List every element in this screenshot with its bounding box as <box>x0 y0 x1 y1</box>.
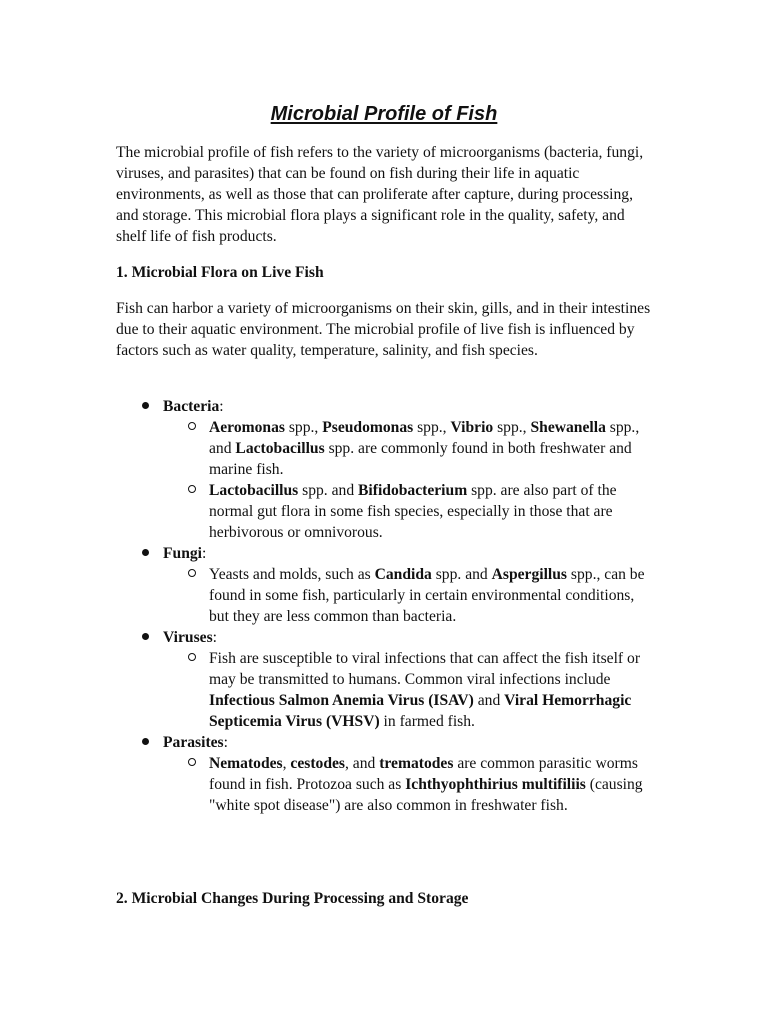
hollow-bullet-icon <box>186 648 198 669</box>
bullet-icon <box>139 543 151 564</box>
category-label: Viruses <box>163 629 213 646</box>
category-item <box>116 732 676 816</box>
text-run: and <box>473 692 505 709</box>
text-run: , and <box>345 755 380 772</box>
bold-term: Nematodes <box>209 755 283 772</box>
intro-paragraph: The microbial profile of fish refers to the variety of microorganisms (bacteria, fungi, viruses, and parasites) that can be found on fish during their life in aquatic environments, as well as those that can proliferate after capture, during processing, and storage. This microbial flora plays a significant role in the quality, safety, and shelf life of fish products. <box>116 144 644 245</box>
text-run: , <box>282 755 291 772</box>
hollow-bullet-icon <box>186 564 198 585</box>
bullet-icon <box>139 732 151 753</box>
category-label: Parasites <box>163 734 224 751</box>
bold-term: cestodes <box>290 755 345 772</box>
bold-term: Infectious Salmon Anemia Virus (ISAV) <box>209 692 474 709</box>
text-run: spp., <box>493 419 531 436</box>
bullet-icon <box>139 396 151 417</box>
section-heading-1: 1. Microbial Flora on Live Fish <box>116 264 324 281</box>
sub-list-item <box>163 417 649 480</box>
section-1-paragraph: Fish can harbor a variety of microorganisms on their skin, gills, and in their intestines due to their aquatic environment. The microbial profile of live fish is influenced by factors such as water quality, temperature, salinity, and fish species. <box>116 300 651 359</box>
bold-term: Candida <box>374 566 432 583</box>
sub-list-item <box>163 648 649 732</box>
bold-term: Shewanella <box>530 419 606 436</box>
category-colon: : <box>212 629 218 646</box>
hollow-bullet-icon <box>186 417 198 438</box>
text-run: in farmed fish. <box>379 713 475 730</box>
category-item <box>116 396 676 543</box>
sub-list <box>163 648 676 732</box>
bold-term: Lactobacillus <box>209 482 299 499</box>
text-run: spp. and <box>431 566 492 583</box>
bold-term: Lactobacillus <box>235 440 325 457</box>
category-colon: : <box>223 734 228 751</box>
text-run: spp. are commonly found in both freshwater and marine fish. <box>209 440 632 478</box>
text-run: spp., <box>284 419 323 436</box>
sub-list <box>163 417 676 543</box>
sub-list-item <box>163 564 649 627</box>
bullet-icon <box>139 627 151 648</box>
bold-term: Viral Hemorrhagic Septicemia Virus (VHSV) <box>209 692 632 730</box>
text-run: spp., <box>413 419 451 436</box>
text-run: are common parasitic worms found in fish. Protozoa such as <box>209 755 638 793</box>
category-label: Bacteria <box>163 398 220 415</box>
text-run: Fish are susceptible to viral infections that can affect the fish itself or may be transmitted to humans. Common viral infections include <box>209 650 641 688</box>
category-item <box>116 543 676 627</box>
text-run: spp. are also part of the normal gut flora in some fish species, especially in those that are herbivorous or omnivorous. <box>209 482 617 541</box>
text-run: spp., can be found in some fish, particularly in certain environmental conditions, but they are less common than bacteria. <box>209 566 645 625</box>
hollow-bullet-icon <box>186 480 198 501</box>
bold-term: Aeromonas <box>209 419 285 436</box>
bold-term: Vibrio <box>450 419 494 436</box>
sub-list-item <box>163 480 649 543</box>
text-run: spp., and <box>209 419 640 457</box>
bold-term: Bifidobacterium <box>358 482 468 499</box>
category-item <box>116 627 676 732</box>
bold-term: Pseudomonas <box>322 419 414 436</box>
text-run: spp. and <box>298 482 359 499</box>
sub-list <box>163 564 676 627</box>
sub-list-item <box>163 753 649 816</box>
category-label: Fungi <box>163 545 202 562</box>
category-colon: : <box>202 545 207 562</box>
text-run: Yeasts and molds, such as <box>209 566 375 583</box>
section-heading-2: 2. Microbial Changes During Processing and Storage <box>116 890 469 907</box>
bold-term: Aspergillus <box>491 566 568 583</box>
bold-term: Ichthyophthirius multifiliis <box>405 776 586 793</box>
text-run: (causing "white spot disease") are also common in freshwater fish. <box>209 776 643 814</box>
sub-list <box>163 753 676 816</box>
microbe-category-list <box>116 396 676 816</box>
page-title: Microbial Profile of Fish <box>270 103 498 125</box>
hollow-bullet-icon <box>186 753 198 774</box>
category-colon: : <box>219 398 224 415</box>
bold-term: trematodes <box>379 755 454 772</box>
